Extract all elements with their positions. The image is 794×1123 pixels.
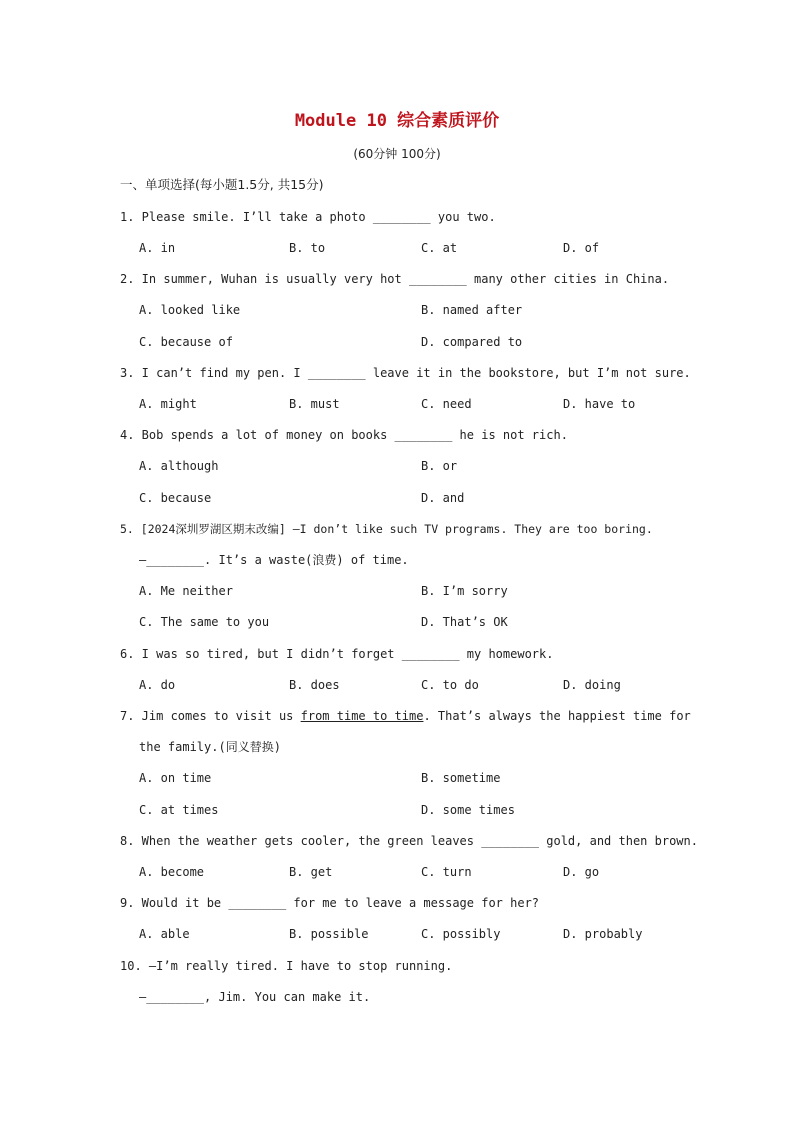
q2-option-d: D. compared to: [421, 335, 523, 349]
q1-option-b: B. to: [289, 241, 326, 255]
q6-option-b: B. does: [289, 678, 340, 692]
q9-option-c: C. possibly: [421, 927, 501, 941]
question-9: 9. Would it be ________ for me to leave a message for her?: [120, 896, 540, 910]
section-heading: 一、单项选择(每小题1.5分, 共15分): [120, 177, 324, 192]
q3-option-b: B. must: [289, 397, 340, 411]
q3-option-c: C. need: [421, 397, 472, 411]
page-title: Module 10 综合素质评价: [294, 111, 500, 131]
q3-option-d: D. have to: [563, 397, 636, 411]
q7-option-d: D. some times: [421, 803, 515, 817]
question-7: [120, 708, 691, 724]
q5-option-a: A. Me neither: [139, 584, 233, 598]
q8-option-c: C. turn: [421, 865, 472, 879]
q5-option-b: B. I’m sorry: [421, 584, 508, 598]
q9-option-b: B. possible: [289, 927, 369, 941]
q1-option-d: D. of: [563, 241, 600, 255]
q5-option-d: D. That’s OK: [421, 615, 508, 629]
q1-option-a: A. in: [139, 241, 176, 255]
question-1: 1. Please smile. I’ll take a photo ________ you two.: [120, 210, 496, 224]
q2-option-c: C. because of: [139, 335, 233, 349]
q7-option-a: A. on time: [139, 771, 212, 785]
q4-option-a: A. although: [139, 459, 219, 473]
question-5-reply: —________. It’s a waste(浪费) of time.: [139, 553, 409, 567]
question-8: 8. When the weather gets cooler, the green leaves ________ gold, and then brown.: [120, 834, 698, 848]
q1-option-c: C. at: [421, 241, 458, 255]
question-10: 10. —I’m really tired. I have to stop running.: [120, 959, 453, 973]
question-4: 4. Bob spends a lot of money on books ________ he is not rich.: [120, 428, 568, 442]
q8-option-a: A. become: [139, 865, 205, 879]
question-6: 6. I was so tired, but I didn’t forget ________ my homework.: [120, 647, 554, 661]
q7-option-b: B. sometime: [421, 771, 501, 785]
q8-option-b: B. get: [289, 865, 333, 879]
q2-option-b: B. named after: [421, 303, 523, 317]
question-10-reply: —________, Jim. You can make it.: [139, 990, 371, 1004]
q9-option-a: A. able: [139, 927, 190, 941]
q4-option-c: C. because: [139, 491, 212, 505]
q6-option-c: C. to do: [421, 678, 479, 692]
question-7-lead: 7. Jim comes to visit us: [120, 709, 301, 723]
question-7-underlined-phrase: from time to time: [300, 709, 424, 723]
question-5: 5. [2024深圳罗湖区期末改编] —I don’t like such TV programs. They are too boring.: [120, 522, 653, 536]
question-2: 2. In summer, Wuhan is usually very hot ________ many other cities in China.: [120, 272, 670, 286]
question-7-tail: . That’s always the happiest time for: [423, 709, 691, 723]
question-3: 3. I can’t find my pen. I ________ leave it in the bookstore, but I’m not sure.: [120, 366, 691, 380]
q9-option-d: D. probably: [563, 927, 643, 941]
q7-option-c: C. at times: [139, 803, 219, 817]
q2-option-a: A. looked like: [139, 303, 241, 317]
q3-option-a: A. might: [139, 397, 197, 411]
question-7-continued: the family.(同义替换): [139, 740, 281, 754]
q8-option-d: D. go: [563, 865, 600, 879]
q6-option-a: A. do: [139, 678, 176, 692]
page-subtitle: (60分钟 100分): [353, 147, 441, 161]
q6-option-d: D. doing: [563, 678, 621, 692]
q5-option-c: C. The same to you: [139, 615, 270, 629]
q4-option-d: D. and: [421, 491, 465, 505]
q4-option-b: B. or: [421, 459, 458, 473]
